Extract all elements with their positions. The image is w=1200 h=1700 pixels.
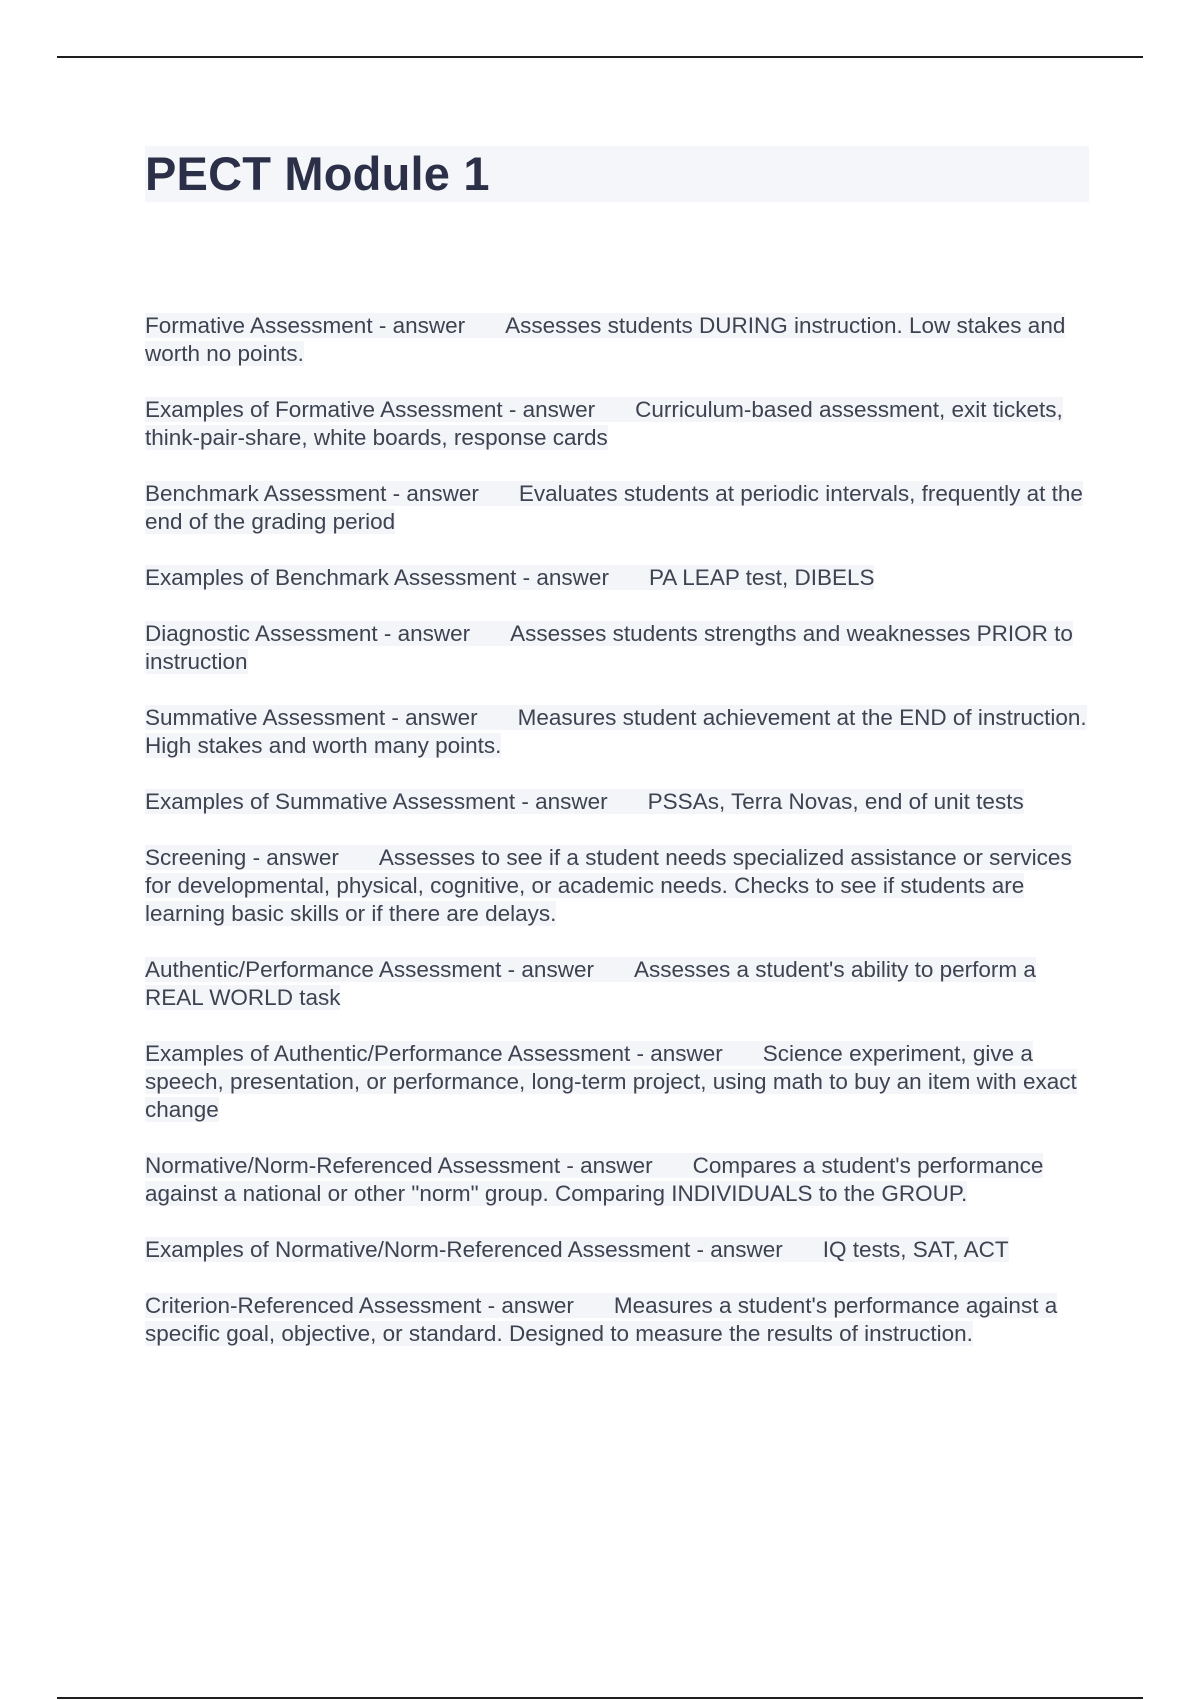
header-rule — [57, 56, 1143, 58]
flashcard-list — [145, 312, 1095, 1376]
entry-definition: PA LEAP test, DIBELS — [648, 565, 875, 590]
flashcard-entry — [145, 1292, 1095, 1348]
entry-term: Examples of Normative/Norm-Referenced Assessment - answer — [145, 1237, 783, 1262]
entry-definition: Measures student achievement at the END of instruction. High stakes and worth many points. — [145, 705, 1087, 758]
entry-term: Screening - answer — [145, 845, 339, 870]
entry-term: Criterion-Referenced Assessment - answer — [145, 1293, 574, 1318]
flashcard-entry — [145, 1040, 1095, 1124]
entry-term: Benchmark Assessment - answer — [145, 481, 479, 506]
entry-term: Diagnostic Assessment - answer — [145, 621, 471, 646]
entry-definition: Assesses a student's ability to perform a REAL WORLD task — [145, 957, 1036, 1010]
flashcard-entry — [145, 1152, 1095, 1208]
entry-definition: Measures a student's performance against a specific goal, objective, or standard. Designed to measure the results of instruction. — [145, 1293, 1058, 1346]
flashcard-entry — [145, 480, 1095, 536]
flashcard-entry — [145, 788, 1095, 816]
entry-term: Summative Assessment - answer — [145, 705, 478, 730]
entry-definition: PSSAs, Terra Novas, end of unit tests — [647, 789, 1024, 814]
entry-term: Formative Assessment - answer — [145, 313, 466, 338]
flashcard-entry — [145, 956, 1095, 1012]
flashcard-entry — [145, 312, 1095, 368]
entry-definition: Assesses students strengths and weaknesses PRIOR to instruction — [145, 621, 1073, 674]
flashcard-entry — [145, 844, 1095, 928]
flashcard-entry — [145, 704, 1095, 760]
entry-definition: Compares a student's performance against a national or other "norm" group. Comparing INDIVIDUALS to the GROUP. — [145, 1153, 1044, 1206]
entry-definition: Science experiment, give a speech, presentation, or performance, long-term project, using math to buy an item with exact change — [145, 1041, 1077, 1122]
flashcard-entry — [145, 396, 1095, 452]
entry-term: Authentic/Performance Assessment - answer — [145, 957, 594, 982]
entry-definition: IQ tests, SAT, ACT — [822, 1237, 1009, 1262]
entry-term: Examples of Benchmark Assessment - answer — [145, 565, 609, 590]
entry-definition: Assesses students DURING instruction. Low stakes and worth no points. — [145, 313, 1066, 366]
entry-definition: Curriculum-based assessment, exit tickets, think-pair-share, white boards, response cards — [145, 397, 1063, 450]
entry-term: Examples of Formative Assessment - answer — [145, 397, 596, 422]
flashcard-entry — [145, 564, 1095, 592]
page-title: PECT Module 1 — [145, 147, 490, 200]
flashcard-entry — [145, 620, 1095, 676]
entry-definition: Evaluates students at periodic intervals, frequently at the end of the grading period — [145, 481, 1083, 534]
flashcard-entry — [145, 1236, 1095, 1264]
entry-term: Normative/Norm-Referenced Assessment - answer — [145, 1153, 653, 1178]
entry-term: Examples of Summative Assessment - answer — [145, 789, 608, 814]
footer-rule — [57, 1697, 1143, 1699]
entry-definition: Assesses to see if a student needs specialized assistance or services for developmental, physical, cognitive, or academic needs. Checks to see if students are learning basic skills or if there are delays. — [145, 845, 1072, 926]
entry-term: Examples of Authentic/Performance Assessment - answer — [145, 1041, 723, 1066]
